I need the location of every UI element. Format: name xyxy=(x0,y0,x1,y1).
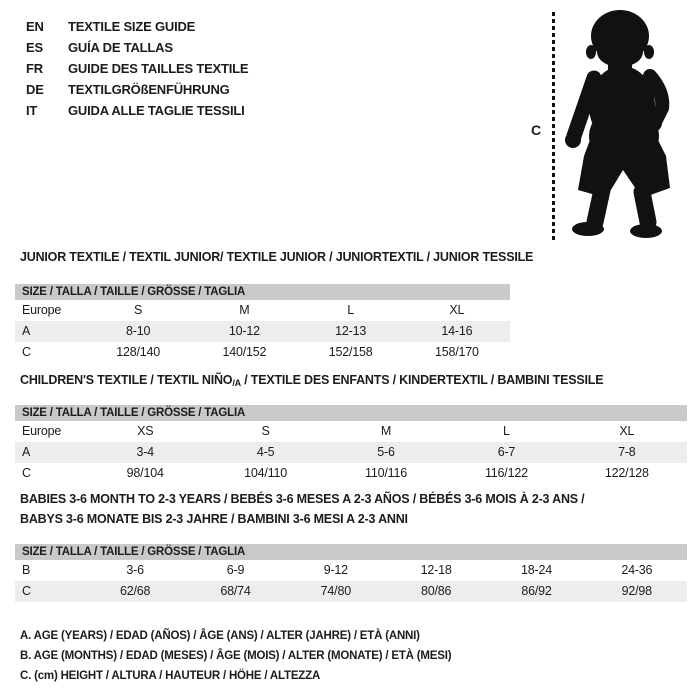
height-cell: 152/158 xyxy=(328,345,373,359)
row-label: A xyxy=(22,324,31,338)
row-label: C xyxy=(22,466,31,480)
language-label: GUIDE DES TAILLES TEXTILE xyxy=(68,61,249,76)
height-cell: 158/170 xyxy=(434,345,479,359)
language-label: GUIDA ALLE TAGLIE TESSILI xyxy=(68,103,245,118)
age-cell: 3-6 xyxy=(126,563,144,577)
table-row-age xyxy=(15,442,687,463)
children-size-table xyxy=(15,405,687,484)
row-label: B xyxy=(22,563,31,577)
table-row-age-months xyxy=(15,560,687,581)
junior-section-title: JUNIOR TEXTILE / TEXTIL JUNIOR/ TEXTILE JUNIOR / JUNIORTEXTIL / JUNIOR TESSILE xyxy=(20,250,534,264)
size-table-header: SIZE / TALLA / TAILLE / GRÖSSE / TAGLIA xyxy=(15,405,687,421)
legend-line-b: B. AGE (MONTHS) / EDAD (MESES) / ÂGE (MOIS) / ALTER (MONATE) / ETÀ (MESI) xyxy=(20,650,452,662)
table-row-age xyxy=(15,321,510,342)
age-cell: 14-16 xyxy=(441,324,473,338)
height-cell: 80/86 xyxy=(421,584,452,598)
children-title-post: / TEXTILE DES ENFANTS / KINDERTEXTIL / BAMBINI TESSILE xyxy=(240,373,604,387)
age-cell: 4-5 xyxy=(256,445,275,459)
size-cell: L xyxy=(503,424,510,438)
language-label: TEXTILE SIZE GUIDE xyxy=(68,19,196,34)
size-cell: M xyxy=(380,424,392,438)
height-cell: 86/92 xyxy=(521,584,552,598)
children-section-title xyxy=(20,373,603,388)
age-cell: 8-10 xyxy=(126,324,151,338)
height-cell: 104/110 xyxy=(244,466,288,480)
height-cell: 62/68 xyxy=(120,584,151,598)
language-list xyxy=(26,16,248,121)
language-code: ES xyxy=(26,40,43,55)
children-title-sub: /A xyxy=(232,378,241,388)
table-row-height xyxy=(15,463,687,484)
height-cell: 140/152 xyxy=(222,345,267,359)
row-label: C xyxy=(22,345,31,359)
legend xyxy=(20,626,451,686)
size-cell: XS xyxy=(137,424,154,438)
height-measure-label: C xyxy=(531,122,542,138)
height-cell: 128/140 xyxy=(116,345,161,359)
language-code: IT xyxy=(26,103,38,118)
height-measure-dashed-line xyxy=(552,12,555,242)
size-cell: S xyxy=(134,303,143,317)
age-cell: 12-18 xyxy=(420,563,452,577)
row-label: A xyxy=(22,445,31,459)
age-cell: 5-6 xyxy=(377,445,395,459)
language-code: EN xyxy=(26,19,44,34)
size-table-header: SIZE / TALLA / TAILLE / GRÖSSE / TAGLIA xyxy=(15,284,510,300)
height-cell: 92/98 xyxy=(621,584,652,598)
size-cell: XL xyxy=(619,424,635,438)
babies-section-title-line2: BABYS 3-6 MONATE BIS 2-3 JAHRE / BAMBINI 3-6 MESI A 2-3 ANNI xyxy=(20,512,408,526)
junior-size-table xyxy=(15,284,510,363)
language-row-de xyxy=(26,79,248,100)
height-cell: 110/116 xyxy=(365,466,407,480)
children-title-pre: CHILDREN'S TEXTILE / TEXTIL NIÑO xyxy=(20,373,233,387)
language-row-es xyxy=(26,37,248,58)
legend-line-c: C. (cm) HEIGHT / ALTURA / HAUTEUR / HÖHE / ALTEZZA xyxy=(20,670,321,682)
table-row-europe xyxy=(15,300,510,321)
height-cell: 68/74 xyxy=(220,584,251,598)
age-cell: 9-12 xyxy=(323,563,348,577)
language-code: FR xyxy=(26,61,43,76)
row-label: Europe xyxy=(22,424,62,438)
babies-section-title-line1: BABIES 3-6 MONTH TO 2-3 YEARS / BEBÉS 3-6 MESES A 2-3 AÑOS / BÉBÉS 3-6 MOIS À 2-3 ANS / xyxy=(20,492,585,506)
height-cell: 116/122 xyxy=(484,466,528,480)
language-row-en xyxy=(26,16,248,37)
row-label: Europe xyxy=(22,303,62,317)
language-label: TEXTILGRÖßENFÜHRUNG xyxy=(68,82,230,97)
babies-size-table xyxy=(15,544,687,602)
age-cell: 3-4 xyxy=(136,445,154,459)
size-cell: L xyxy=(347,303,354,317)
table-row-height xyxy=(15,581,687,602)
age-cell: 6-7 xyxy=(497,445,516,459)
age-cell: 24-36 xyxy=(621,563,653,577)
legend-line-a: A. AGE (YEARS) / EDAD (AÑOS) / ÂGE (ANS) / ALTER (JAHRE) / ETÀ (ANNI) xyxy=(20,630,420,642)
height-cell: 122/128 xyxy=(604,466,649,480)
age-cell: 10-12 xyxy=(228,324,260,338)
size-table-header: SIZE / TALLA / TAILLE / GRÖSSE / TAGLIA xyxy=(15,544,687,560)
age-cell: 12-13 xyxy=(335,324,367,338)
size-cell: S xyxy=(261,424,270,438)
row-label: C xyxy=(22,584,31,598)
age-cell: 18-24 xyxy=(520,563,552,577)
age-cell: 6-9 xyxy=(226,563,245,577)
table-row-height xyxy=(15,342,510,363)
toddler-silhouette-icon xyxy=(560,8,696,240)
height-cell: 74/80 xyxy=(320,584,351,598)
size-cell: XL xyxy=(449,303,465,317)
height-cell: 98/104 xyxy=(126,466,164,480)
language-row-fr xyxy=(26,58,248,79)
language-label: GUÍA DE TALLAS xyxy=(68,40,173,55)
size-cell: M xyxy=(239,303,250,317)
language-code: DE xyxy=(26,82,44,97)
language-row-it xyxy=(26,100,248,121)
table-row-europe xyxy=(15,421,687,442)
age-cell: 7-8 xyxy=(618,445,636,459)
